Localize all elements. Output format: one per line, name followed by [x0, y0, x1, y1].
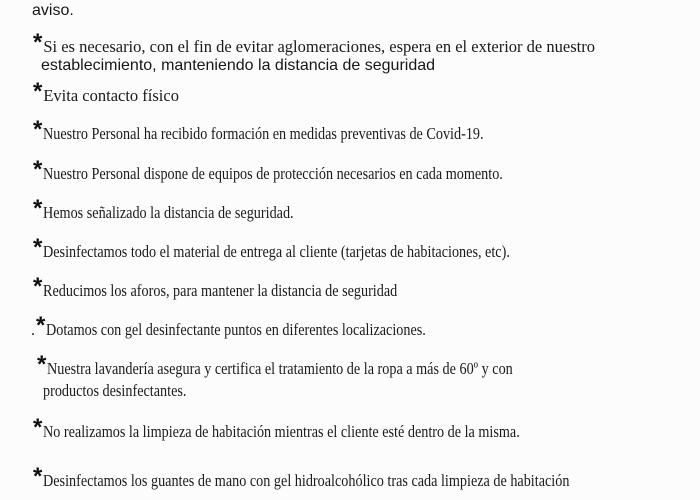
list-item — [33, 29, 595, 57]
asterisk-bullet-icon: * — [36, 312, 46, 339]
asterisk-bullet-icon: * — [33, 463, 43, 490]
list-item — [33, 156, 578, 184]
item-text: Si es necesario, con el fin de evitar aglomeraciones, espera en el exterior de nuestro — [43, 37, 595, 56]
item-text: Nuestra lavandería asegura y certifica el tratamiento de la ropa a más de 60º y con — [47, 359, 514, 378]
list-item — [33, 234, 586, 262]
list-item — [37, 351, 589, 379]
list-item — [33, 273, 455, 301]
asterisk-bullet-icon: * — [33, 29, 43, 56]
item-text: Reducimos los aforos, para mantener la distancia de seguridad — [43, 281, 398, 300]
asterisk-bullet-icon: * — [33, 273, 43, 300]
asterisk-bullet-icon: * — [33, 195, 43, 222]
item-text: Desinfectamos los guantes de mano con gel hidroalcohólico tras cada limpieza de habitación — [43, 471, 570, 490]
list-item — [33, 414, 598, 442]
list-item — [33, 116, 556, 144]
asterisk-bullet-icon: * — [37, 351, 47, 378]
leading-fragment: aviso. — [32, 2, 74, 19]
asterisk-bullet-icon: * — [33, 414, 43, 441]
asterisk-bullet-icon: * — [33, 116, 43, 143]
asterisk-bullet-icon: * — [33, 78, 43, 105]
list-item — [31, 312, 488, 340]
list-item — [33, 463, 655, 491]
stray-period: . — [31, 322, 35, 339]
list-item — [33, 195, 335, 223]
item-text-continuation: productos desinfectantes. — [43, 381, 187, 400]
asterisk-bullet-icon: * — [33, 234, 43, 261]
item-text: Evita contacto físico — [43, 86, 179, 105]
item-text: Nuestro Personal dispone de equipos de protección necesarios en cada momento. — [43, 164, 504, 183]
item-text: No realizamos la limpieza de habitación mientras el cliente esté dentro de la misma. — [43, 422, 521, 441]
list-item — [33, 78, 179, 106]
item-text: Nuestro Personal ha recibido formación en medidas preventivas de Covid-19. — [43, 124, 484, 143]
item-text: Desinfectamos todo el material de entrega al cliente (tarjetas de habitaciones, etc). — [43, 242, 511, 261]
item-text: Hemos señalizado la distancia de seguridad. — [43, 203, 294, 222]
asterisk-bullet-icon: * — [33, 156, 43, 183]
item-text-continuation: establecimiento, manteniendo la distancia de seguridad — [41, 57, 436, 74]
item-text: Dotamos con gel desinfectante puntos en diferentes localizaciones. — [46, 320, 427, 339]
